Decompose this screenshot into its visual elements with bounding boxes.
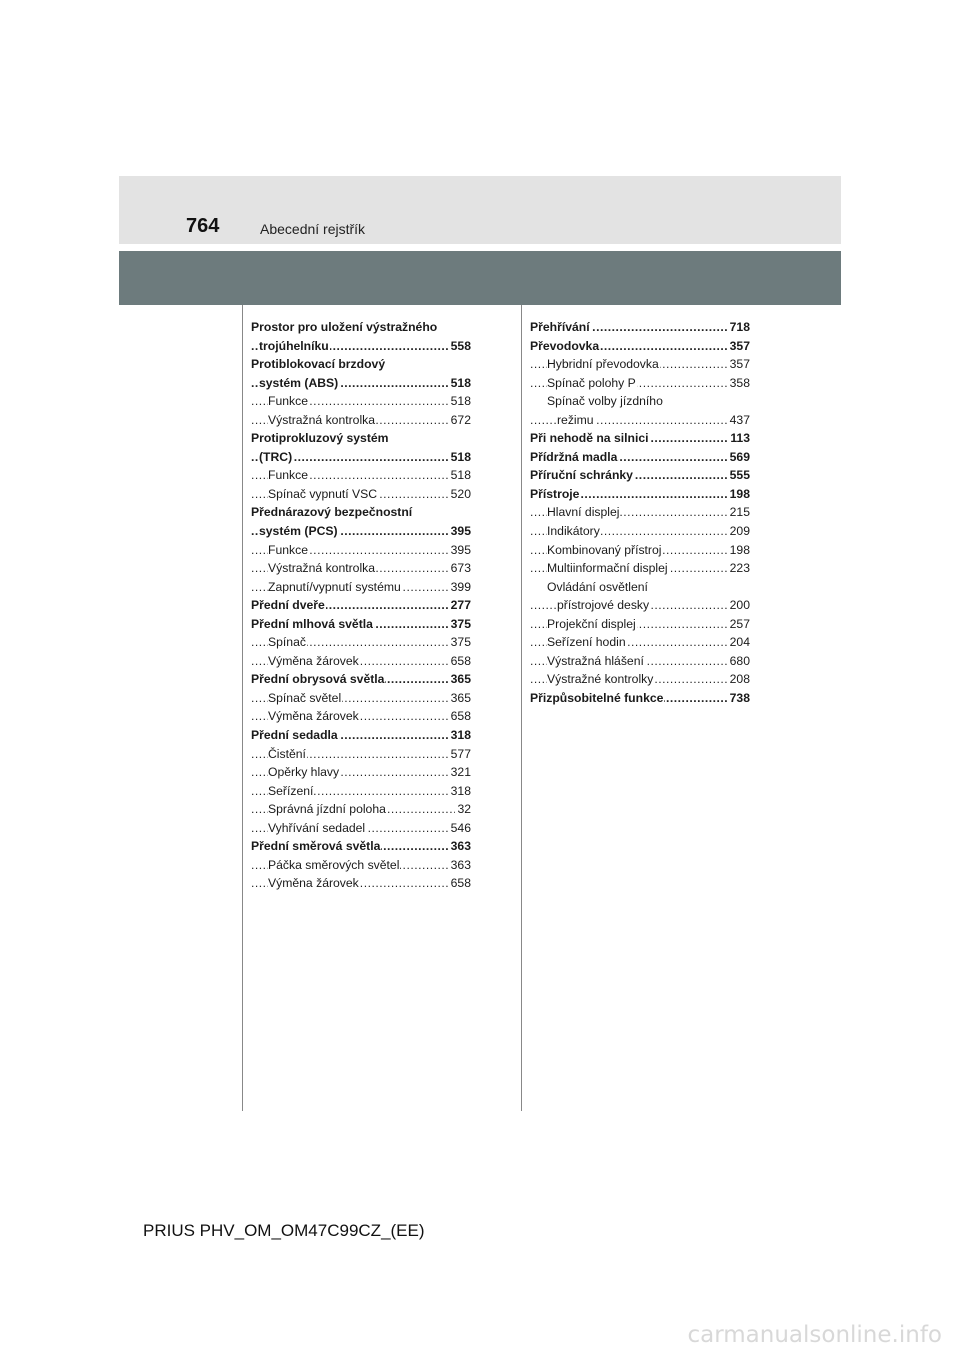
index-entry [251,355,471,374]
index-entry-term: Přední dveře [251,598,325,613]
index-entry-page: 437 [728,411,750,430]
index-entry [251,670,471,689]
document-code: PRIUS PHV_OM_OM47C99CZ_(EE) [143,1221,425,1240]
index-entry-term: Kombinovaný přístroj [547,542,662,557]
index-entry-term: systém (PCS) [259,524,338,539]
index-entry-term: Zapnutí/vypnutí systému [268,579,401,594]
index-entry [530,466,750,485]
index-entry [251,522,471,541]
index-entry [251,429,471,448]
index-entry-term: Vyhřívání sedadel [268,820,366,835]
index-entry [251,707,471,726]
index-entry-page: 257 [728,615,750,634]
index-entry-page: 363 [449,837,471,856]
index-entry-term: Výměna žárovek [268,876,359,891]
index-entry [251,652,471,671]
index-entry-term: Výstražná kontrolka [268,561,376,576]
index-entry-term: Výstražná kontrolka [268,412,376,427]
index-entry-term: Výstražná hlášení [547,653,644,668]
index-entry-term: Při nehodě na silnici [530,431,649,446]
index-entry-term: Správná jízdní poloha [268,802,386,817]
index-entry-page: 672 [449,411,471,430]
index-entry-page: 200 [728,596,750,615]
index-entry-page: 518 [449,374,471,393]
index-entry [251,578,471,597]
index-entry [251,411,471,430]
index-entry [530,337,750,356]
index-entry-term: Funkce [268,542,308,557]
index-entry-term: Protiblokovací brzdový [251,357,386,372]
index-entry [251,541,471,560]
index-entry-term: Spínač [268,635,306,650]
index-entry [251,448,471,467]
index-entry-page: 375 [449,633,471,652]
index-entry-term: Přístroje [530,486,580,501]
index-entry-term: Seřízení [268,783,314,798]
index-entry-page: 399 [449,578,471,597]
index-entry-term: Přední sedadla [251,728,338,743]
index-entry [251,782,471,801]
index-entry [530,448,750,467]
index-entry [530,429,750,448]
column-divider-left [242,305,243,1111]
index-entry-page: 658 [449,652,471,671]
index-entry [530,355,750,374]
index-entry [530,670,750,689]
index-entry-term: (TRC) [259,449,293,464]
index-entry-page: 223 [728,559,750,578]
index-entry-page: 658 [449,874,471,893]
index-entry [530,485,750,504]
index-column-right [530,318,750,707]
index-entry [251,503,471,522]
index-entry-page: 318 [449,782,471,801]
index-entry-term: režimu [557,412,594,427]
index-entry-page: 321 [449,763,471,782]
index-entry-term: Přizpůsobitelné funkce [530,690,664,705]
index-entry [530,411,750,430]
watermark: carmanualsonline.info [687,1322,942,1348]
index-entry [251,763,471,782]
index-entry-term: Přední směrová světla [251,839,381,854]
index-entry-page: 738 [728,689,750,708]
index-entry-term: Výměna žárovek [268,709,359,724]
index-entry-page: 209 [728,522,750,541]
index-entry-page: 32 [455,800,471,819]
index-entry-term: Spínač volby jízdního [547,394,663,409]
index-entry-page: 363 [449,856,471,875]
section-band [119,251,841,305]
index-entry-page: 395 [449,522,471,541]
index-entry-page: 518 [449,448,471,467]
index-entry [251,837,471,856]
index-entry [530,392,750,411]
index-entry-page: 718 [728,318,750,337]
index-entry-term: Seřízení hodin [547,635,626,650]
index-entry [530,615,750,634]
index-entry-term: Spínač světel [268,690,342,705]
index-entry-page: 357 [728,337,750,356]
index-entry-term: Ovládání osvětlení [547,579,648,594]
index-entry [251,800,471,819]
index-entry-page: 365 [449,689,471,708]
index-entry [530,503,750,522]
index-entry-term: Výstražné kontrolky [547,672,654,687]
index-entry-term: Indikátory [547,524,600,539]
index-entry [251,726,471,745]
index-entry-page: 208 [728,670,750,689]
index-entry-term: Příruční schránky [530,468,633,483]
index-entry-term: Převodovka [530,338,600,353]
index-entry [251,374,471,393]
index-entry [251,485,471,504]
index-entry-page: 680 [728,652,750,671]
index-entry [251,392,471,411]
page-number: 764 [186,215,220,237]
index-entry-page: 358 [728,374,750,393]
column-divider-right [521,305,522,1111]
index-entry-page: 658 [449,707,471,726]
index-entry-term: systém (ABS) [259,375,339,390]
index-entry-page: 365 [449,670,471,689]
index-entry-term: Čistění [268,746,306,761]
index-entry [530,374,750,393]
index-entry-term: Přednárazový bezpečnostní [251,505,413,520]
index-entry [251,874,471,893]
index-entry-term: Spínač polohy P [547,375,636,390]
index-entry-term: Protiprokluzový systém [251,431,389,446]
index-entry-page: 357 [728,355,750,374]
index-entry [251,633,471,652]
index-entry-term: Hlavní displej [547,505,620,520]
index-entry [251,337,471,356]
index-entry-page: 577 [449,745,471,764]
index-entry-term: trojúhelníku [259,338,329,353]
index-entry-page: 558 [449,337,471,356]
section-title: Abecední rejstřík [260,221,366,237]
index-entry-page: 215 [728,503,750,522]
index-entry [251,745,471,764]
index-entry-term: Projekční displej [547,616,636,631]
index-entry-page: 375 [449,615,471,634]
index-entry-term: přístrojové desky [557,598,650,613]
index-entry [530,578,750,597]
index-entry-page: 569 [728,448,750,467]
index-entry [251,559,471,578]
index-entry-term: Funkce [268,394,308,409]
index-entry [251,856,471,875]
index-entry [530,596,750,615]
header-band [119,176,841,244]
index-entry-term: Přídržná madla [530,449,618,464]
index-entry-term: Funkce [268,468,308,483]
index-entry [251,615,471,634]
index-entry-term: Výměna žárovek [268,653,359,668]
index-entry-term: Multiinformační displej [547,561,668,576]
index-entry-page: 198 [728,541,750,560]
index-entry-term: Prostor pro uložení výstražného [251,320,438,334]
index-entry [251,689,471,708]
index-entry-term: Spínač vypnutí VSC [268,486,378,501]
index-entry-term: Přední obrysová světla [251,672,385,687]
index-entry [251,466,471,485]
index-entry [530,633,750,652]
index-entry-page: 204 [728,633,750,652]
index-entry-page: 395 [449,541,471,560]
index-entry-term: Přehřívání [530,320,590,334]
index-entry [530,541,750,560]
index-entry-page: 518 [449,466,471,485]
index-entry-term: Opěrky hlavy [268,765,340,780]
index-entry-page: 318 [449,726,471,745]
index-entry [530,522,750,541]
index-entry-page: 520 [449,485,471,504]
index-column-left [251,318,471,893]
index-entry-page: 518 [449,392,471,411]
index-entry-page: 546 [449,819,471,838]
index-entry [530,559,750,578]
index-entry [530,652,750,671]
index-entry [251,318,471,337]
index-entry-term: Páčka směrových světel [268,857,400,872]
index-entry-term: Hybridní převodovka [547,357,659,372]
index-entry-term: Přední mlhová světla [251,616,373,631]
index-entry-page: 673 [449,559,471,578]
index-entry [530,318,750,337]
index-entry [251,819,471,838]
index-entry-page: 277 [449,596,471,615]
index-entry-page: 198 [728,485,750,504]
index-entry [530,689,750,708]
index-entry [251,596,471,615]
index-entry-page: 113 [728,429,750,448]
index-entry-page: 555 [728,466,750,485]
